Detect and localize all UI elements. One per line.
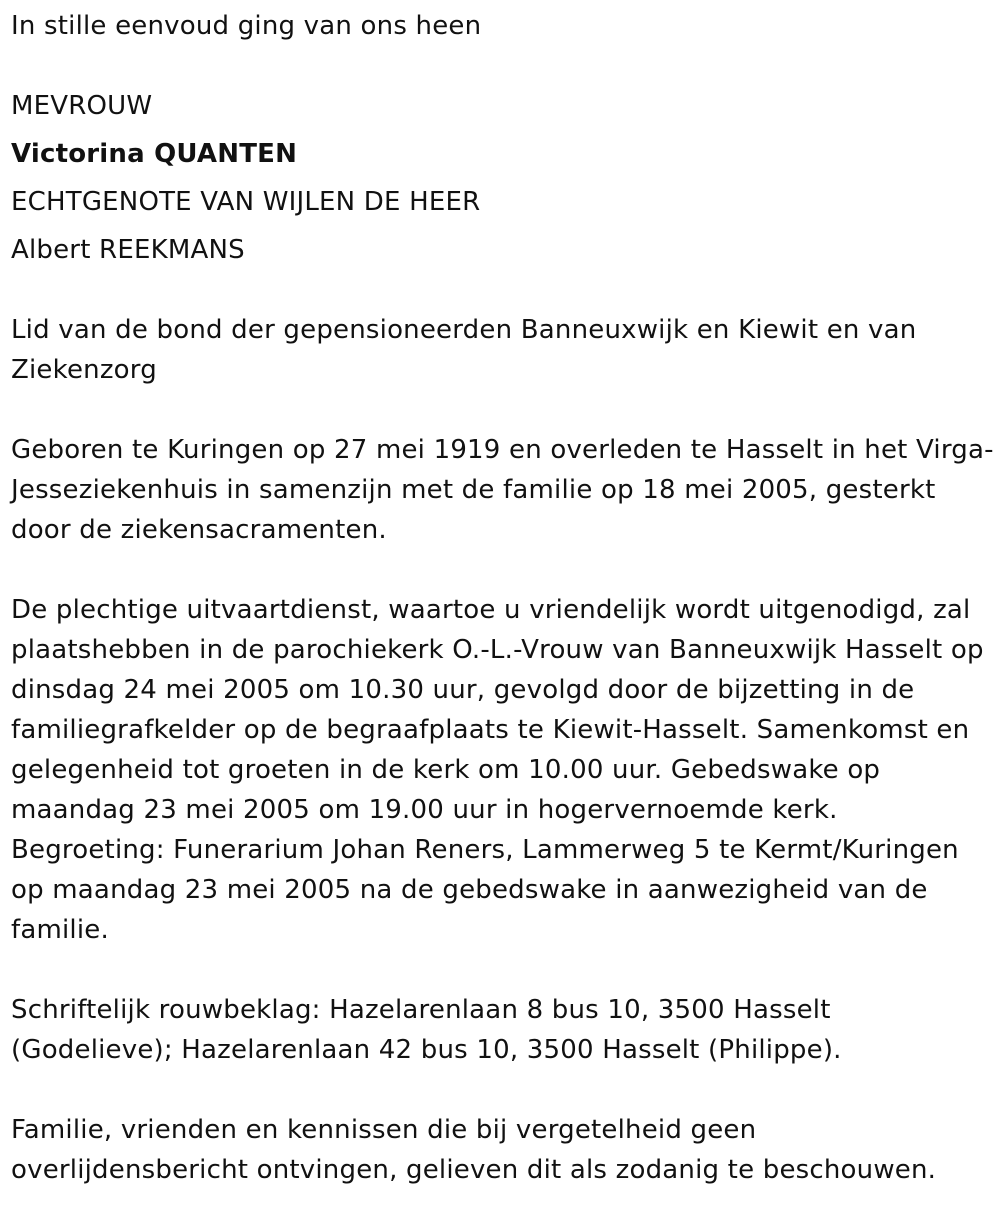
paragraph-line: Geboren te Kuringen op 27 mei 1919 en overleden te Hasselt in het Virga- [11,435,994,465]
condolences-paragraph [11,990,989,1070]
spacer [11,550,989,590]
paragraph-line: gelegenheid tot groeten in de kerk om 10.00 uur. Gebedswake op [11,755,881,785]
spacer [11,46,989,86]
paragraph-line: dinsdag 24 mei 2005 om 10.30 uur, gevolgd door de bijzetting in de [11,675,915,705]
paragraph-line: op maandag 23 mei 2005 na de gebedswake in aanwezigheid van de [11,875,928,905]
person-block [11,86,989,270]
spacer [11,270,989,310]
paragraph-line: Begroeting: Funerarium Johan Reners, Lammerweg 5 te Kermt/Kuringen [11,835,959,865]
paragraph-line: familie. [11,915,109,945]
closing-paragraph [11,1110,989,1190]
person-title: MEVROUW [11,91,153,121]
person-name: Victorina QUANTEN [11,139,298,169]
spouse-name: Albert REEKMANS [11,235,245,265]
paragraph-line: familiegrafkelder op de begraafplaats te Kiewit-Hasselt. Samenkomst en [11,715,970,745]
paragraph-line: De plechtige uitvaartdienst, waartoe u vriendelijk wordt uitgenodigd, zal [11,595,971,625]
intro-text: In stille eenvoud ging van ons heen [11,11,482,41]
paragraph-line: overlijdensbericht ontvingen, gelieven dit als zodanig te beschouwen. [11,1155,937,1185]
paragraph-line: Schriftelijk rouwbeklag: Hazelarenlaan 8 bus 10, 3500 Hasselt [11,995,831,1025]
paragraph-line: plaatshebben in de parochiekerk O.-L.-Vrouw van Banneuxwijk Hasselt op [11,635,984,665]
membership-paragraph [11,310,989,390]
paragraph-line: Ziekenzorg [11,355,157,385]
paragraph-line: door de ziekensacramenten. [11,515,387,545]
paragraph-line: (Godelieve); Hazelarenlaan 42 bus 10, 3500 Hasselt (Philippe). [11,1035,842,1065]
birth-death-paragraph [11,430,994,550]
paragraph-line: Lid van de bond der gepensioneerden Banneuxwijk en Kiewit en van [11,315,917,345]
spacer [11,950,989,990]
paragraph-line: Jesseziekenhuis in samenzijn met de familie op 18 mei 2005, gesterkt [11,475,936,505]
paragraph-line: Familie, vrienden en kennissen die bij vergetelheid geen [11,1115,757,1145]
spacer [11,1070,989,1110]
person-relation: ECHTGENOTE VAN WIJLEN DE HEER [11,187,481,217]
spacer [11,390,989,430]
paragraph-line: maandag 23 mei 2005 om 19.00 uur in hogervernoemde kerk. [11,795,838,825]
funeral-paragraph [11,590,989,950]
